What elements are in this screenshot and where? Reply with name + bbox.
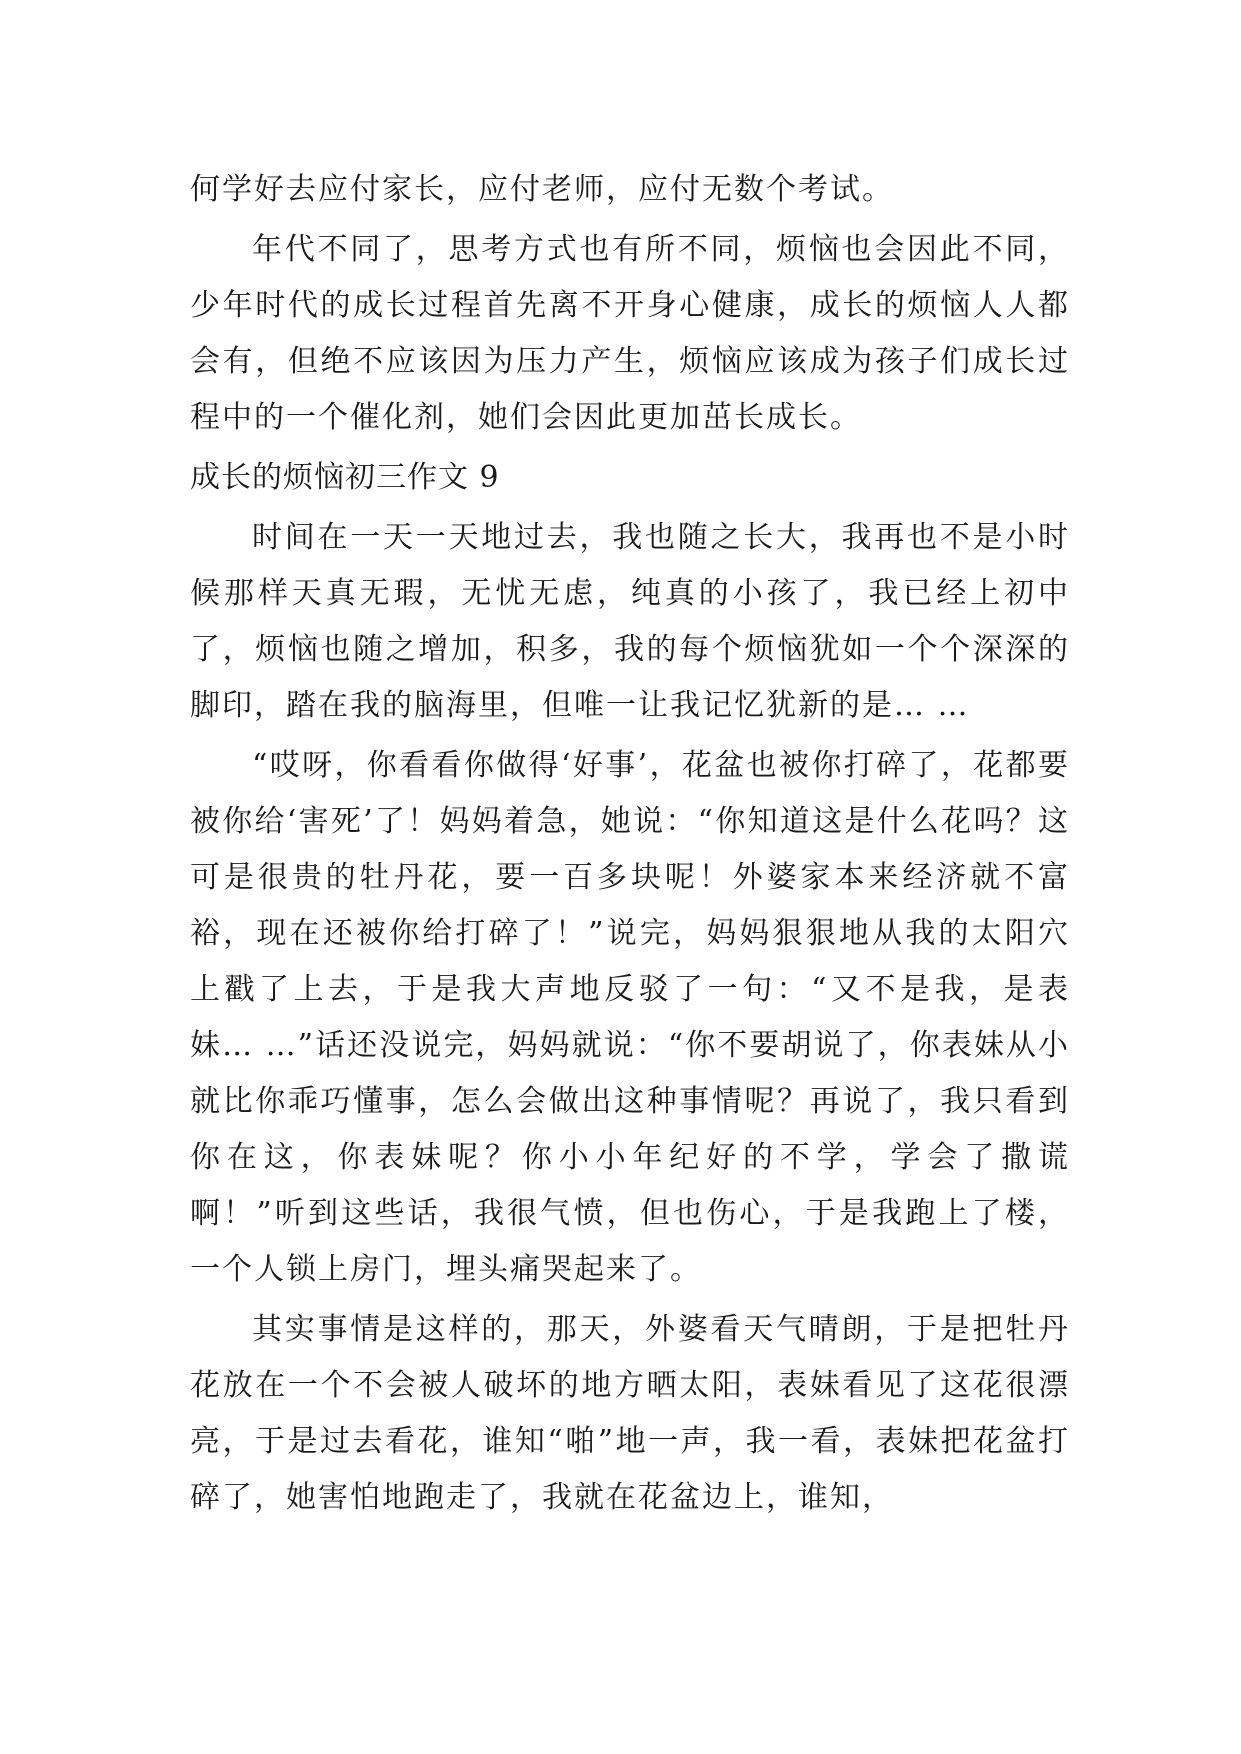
paragraph: 时间在一天一天地过去，我也随之长大，我再也不是小时候那样天真无瑕，无忧无虑，纯真的小孩了，我已经上初中了，烦恼也随之增加，积多，我的每个烦恼犹如一个个深深的脚印，踏在我的脑海里，但唯一让我记忆犹新的是… … xyxy=(190,520,1070,723)
paragraph: “哎呀，你看看你做得‘好事’，花盆也被你打碎了，花都要被你给‘害死’了！妈妈着急，她说：“你知道这是什么花吗？这可是很贵的牡丹花，要一百多块呢！外婆家本来经济就不富裕，现在还被你给打碎了！”说完，妈妈狠狠地从我的太阳穴上戳了上去，于是我大声地反驳了一句：“又不是我，是表妹… …”话还没说完，妈妈就说：“你不要胡说了，你表妹从小就比你乖巧懂事，怎么会做出这种事情呢？再说了，我只看到你在这，你表妹呢？你小小年纪好的不学，学会了撒谎啊！”听到这些话，我很气愤，但也伤心，于是我跑上了楼，一个人锁上房门，埋头痛哭起来了。 xyxy=(190,748,1070,1287)
paragraph-continuation: 何学好去应付家长，应付老师，应付无数个考试。 xyxy=(190,172,894,207)
paragraph: 其实事情是这样的，那天，外婆看天气晴朗，于是把牡丹花放在一个不会被人破坏的地方晒太阳，表妹看见了这花很漂亮，于是过去看花，谁知“啪”地一声，我一看，表妹把花盆打碎了，她害怕地跑走了，我就在花盆边上，谁知， xyxy=(190,1312,1070,1515)
paragraph: 年代不同了，思考方式也有所不同，烦恼也会因此不同，少年时代的成长过程首先离不开身心健康，成长的烦恼人人都会有，但绝不应该因为压力产生，烦恼应该成为孩子们成长过程中的一个催化剂，她们会因此更加茁长成长。 xyxy=(190,232,1070,435)
document-body xyxy=(190,162,1070,1530)
section-heading: 成长的烦恼初三作文 9 xyxy=(190,460,500,495)
